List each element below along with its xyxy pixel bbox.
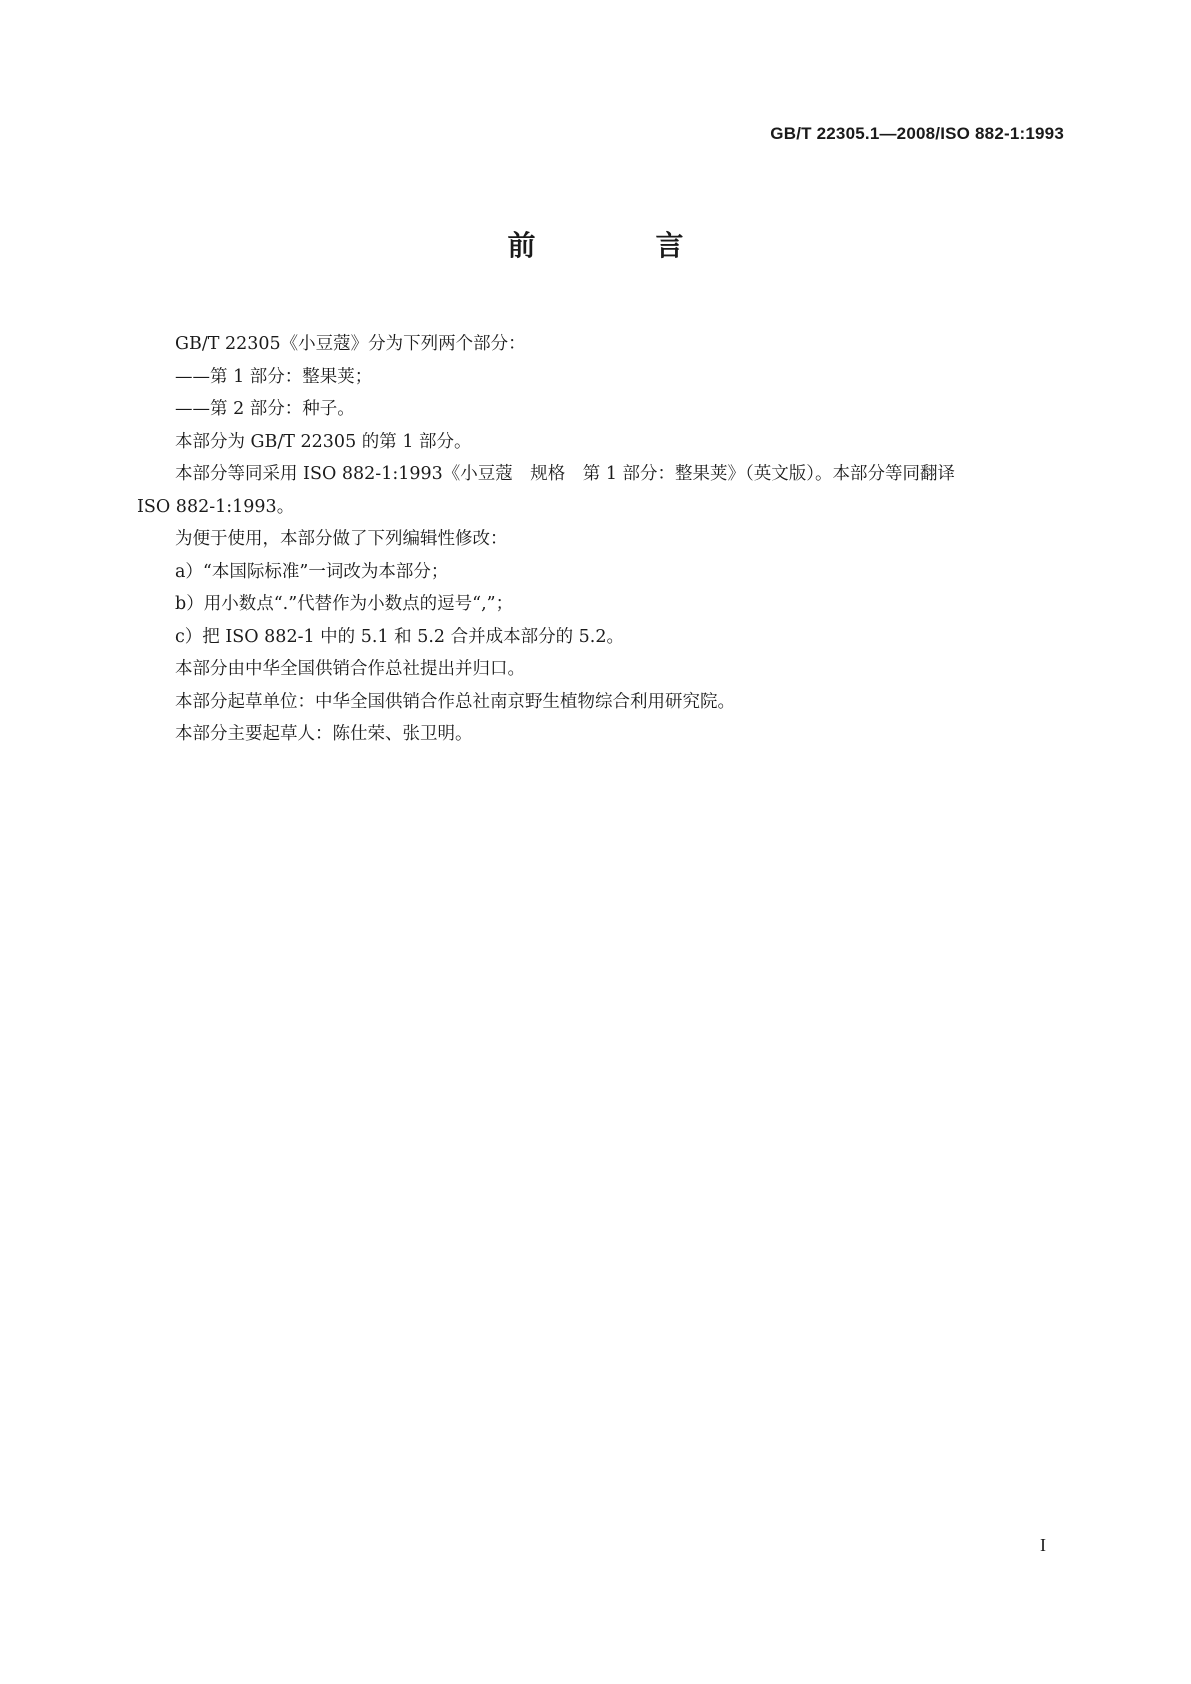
paragraph-adoption: 本部分等同采用 ISO 882-1:1993《小豆蔻 规格 第 1 部分：整果荚》（英文版）。本部分等同翻译 <box>175 464 956 484</box>
page-title: 前 言 <box>507 229 730 262</box>
paragraph-drafting-unit: 本部分起草单位：中华全国供销合作总社南京野生植物综合利用研究院。 <box>175 691 735 712</box>
paragraph-proposer: 本部分由中华全国供销合作总社提出并归口。 <box>175 659 525 679</box>
list-item-edit-b: b）用小数点“.”代替作为小数点的逗号“,”； <box>175 594 514 614</box>
paragraph-scope: 本部分为 GB/T 22305 的第 1 部分。 <box>175 431 472 452</box>
list-item-edit-a: a）“本国际标准”一词改为本部分； <box>175 561 449 582</box>
standard-code: GB/T 22305.1—2008/ISO 882-1:1993 <box>770 124 1064 143</box>
page-number: I <box>1040 1535 1046 1555</box>
paragraph-edits-intro: 为便于使用，本部分做了下列编辑性修改： <box>175 529 508 549</box>
foreword-body <box>137 328 1062 751</box>
list-item-edit-c: c）把 ISO 882-1 中的 5.1 和 5.2 合并成本部分的 5.2。 <box>175 626 624 647</box>
list-item-part-1: ——第 1 部分：整果荚； <box>175 366 373 387</box>
paragraph-parts-intro: GB/T 22305《小豆蔻》分为下列两个部分： <box>175 334 526 354</box>
paragraph-adoption-continued: ISO 882-1:1993。 <box>137 496 295 517</box>
list-item-part-2: ——第 2 部分：种子。 <box>175 399 355 419</box>
paragraph-drafters: 本部分主要起草人：陈仕荣、张卫明。 <box>175 724 473 744</box>
